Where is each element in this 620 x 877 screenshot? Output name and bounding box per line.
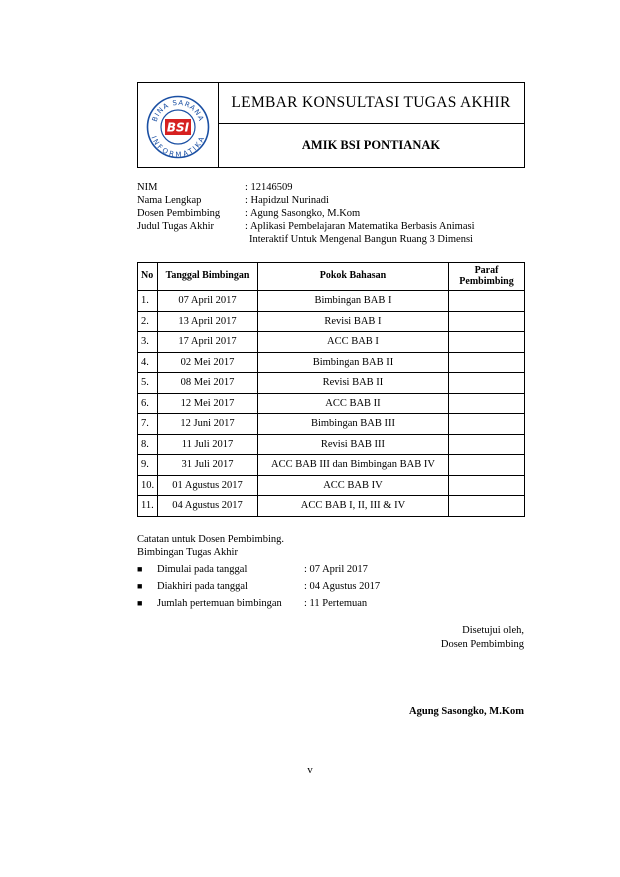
row-signature (449, 311, 525, 332)
row-date: 11 Juli 2017 (158, 434, 258, 455)
svg-text:INFORMATIKA: INFORMATIKA (149, 135, 207, 159)
row-topic: Revisi BAB II (257, 373, 448, 394)
advisor-notes (137, 533, 380, 612)
table-row (138, 414, 525, 435)
header-box (137, 82, 525, 168)
signer-name: Agung Sasongko, M.Kom (409, 706, 524, 717)
list-item: ■ Diakhiri pada tanggal : 04 Agustus 2017 (137, 581, 381, 592)
name-value: : Hapidzul Nurinadi (245, 195, 329, 206)
bullet-icon: ■ (137, 598, 143, 608)
approval-line: Disetujui oleh, (462, 625, 524, 636)
row-topic: Bimbingan BAB II (257, 352, 448, 373)
table-row (138, 393, 525, 414)
header-topic: Pokok Bahasan (257, 263, 448, 291)
row-signature (449, 393, 525, 414)
student-info (137, 181, 525, 246)
thesis-title-label: Judul Tugas Akhir (137, 221, 215, 232)
table-row (138, 373, 525, 394)
row-no: 5. (138, 373, 158, 394)
table-row (138, 311, 525, 332)
table-row (138, 291, 525, 312)
thesis-title-continued: Interaktif Untuk Mengenal Bangun Ruang 3 Dimensi (249, 234, 473, 245)
list-item: ■ Jumlah pertemuan bimbingan : 11 Pertemuan (137, 598, 368, 609)
row-no: 8. (138, 434, 158, 455)
row-date: 13 April 2017 (158, 311, 258, 332)
advisor-value: : Agung Sasongko, M.Kom (245, 208, 361, 219)
row-signature (449, 496, 525, 517)
document-title: LEMBAR KONSULTASI TUGAS AKHIR (218, 83, 524, 124)
thesis-title-value: : Aplikasi Pembelajaran Matematika Berbasis Animasi (245, 221, 475, 232)
bsi-logo-icon (146, 95, 210, 159)
institution-name: AMIK BSI PONTIANAK (301, 137, 441, 152)
notes-title: Catatan untuk Dosen Pembimbing. (137, 534, 284, 545)
row-no: 4. (138, 352, 158, 373)
table-row (138, 455, 525, 476)
row-topic: ACC BAB IV (257, 475, 448, 496)
row-no: 7. (138, 414, 158, 435)
page-number: v (307, 764, 313, 776)
row-date: 12 Juni 2017 (158, 414, 258, 435)
row-topic: ACC BAB II (257, 393, 448, 414)
row-topic: Bimbingan BAB III (257, 414, 448, 435)
nim-label: NIM (137, 182, 158, 193)
row-no: 10. (138, 475, 158, 496)
row-date: 17 April 2017 (158, 332, 258, 353)
row-date: 02 Mei 2017 (158, 352, 258, 373)
table-header-row (138, 263, 525, 291)
row-date: 07 April 2017 (158, 291, 258, 312)
row-date: 12 Mei 2017 (158, 393, 258, 414)
nim-value: : 12146509 (245, 182, 293, 193)
bullet-icon: ■ (137, 581, 143, 591)
row-no: 3. (138, 332, 158, 353)
row-signature (449, 475, 525, 496)
row-topic: Revisi BAB I (257, 311, 448, 332)
row-signature (449, 291, 525, 312)
approval-block (441, 624, 524, 652)
advisor-label: Dosen Pembimbing (137, 208, 221, 219)
row-topic: Bimbingan BAB I (257, 291, 448, 312)
row-signature (449, 373, 525, 394)
table-row (138, 496, 525, 517)
row-signature (449, 455, 525, 476)
row-topic: ACC BAB III dan Bimbingan BAB IV (257, 455, 448, 476)
row-date: 01 Agustus 2017 (158, 475, 258, 496)
row-topic: ACC BAB I, II, III & IV (257, 496, 448, 517)
svg-text:BINA SARANA: BINA SARANA (150, 98, 206, 123)
approval-role: Dosen Pembimbing (440, 639, 524, 650)
table-row (138, 475, 525, 496)
row-date: 31 Juli 2017 (158, 455, 258, 476)
row-topic: Revisi BAB III (257, 434, 448, 455)
table-row (138, 434, 525, 455)
header-no: No (138, 263, 158, 291)
header-signature: Paraf Pembimbing (449, 263, 525, 291)
row-no: 1. (138, 291, 158, 312)
header-date: Tanggal Bimbingan (158, 263, 258, 291)
name-label: Nama Lengkap (137, 195, 202, 206)
row-date: 08 Mei 2017 (158, 373, 258, 394)
row-signature (449, 332, 525, 353)
consultation-table (137, 262, 525, 517)
notes-list (137, 561, 380, 612)
row-no: 9. (138, 455, 158, 476)
bullet-icon: ■ (137, 564, 143, 574)
svg-text:BSI: BSI (166, 120, 190, 135)
table-row (138, 332, 525, 353)
list-item: ■ Dimulai pada tanggal : 07 April 2017 (137, 564, 368, 575)
row-signature (449, 434, 525, 455)
row-topic: ACC BAB I (257, 332, 448, 353)
row-no: 2. (138, 311, 158, 332)
table-row (138, 352, 525, 373)
logo-cell (138, 83, 219, 167)
row-signature (449, 352, 525, 373)
row-no: 11. (138, 496, 158, 517)
row-no: 6. (138, 393, 158, 414)
row-date: 04 Agustus 2017 (158, 496, 258, 517)
notes-subtitle: Bimbingan Tugas Akhir (137, 547, 238, 558)
row-signature (449, 414, 525, 435)
